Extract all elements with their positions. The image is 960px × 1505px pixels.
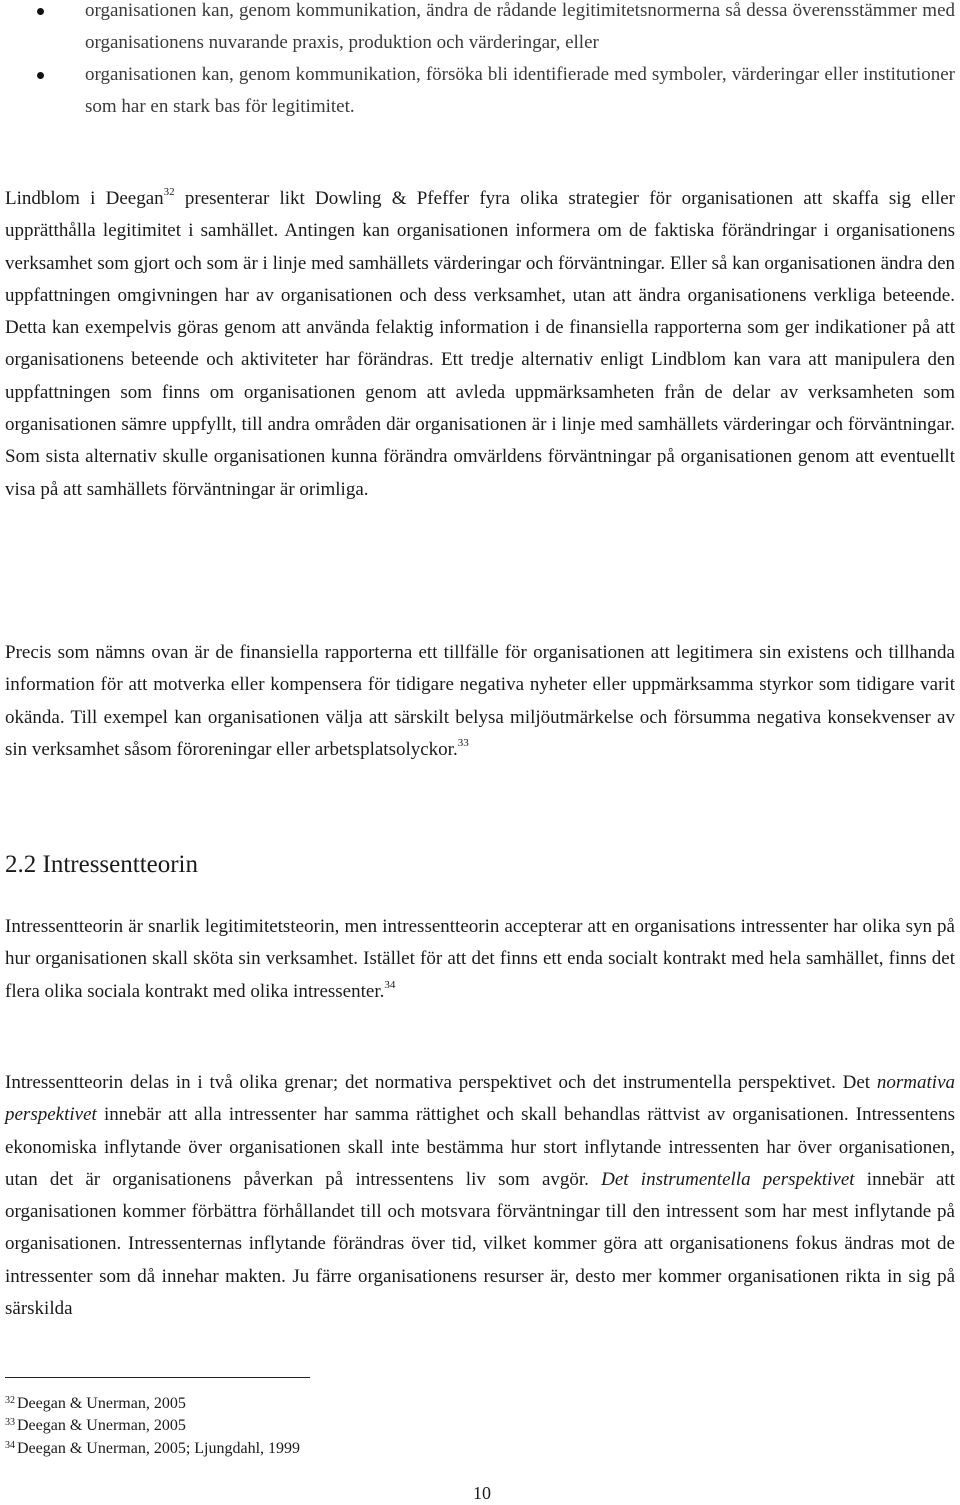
- footnote-text: Deegan & Unerman, 2005: [17, 1417, 186, 1435]
- bullet-item: [5, 59, 955, 123]
- footnote-ref: 34: [384, 978, 396, 991]
- bullet-text: organisationen kan, genom kommunikation, försöka bli identifierade med symboler, värderingar eller institutioner som har en stark bas för legitimitet.: [85, 64, 955, 117]
- footnote-number: 34: [5, 1439, 15, 1451]
- footnote-number: 33: [5, 1417, 15, 1429]
- footnote-text: Deegan & Unerman, 2005: [17, 1395, 186, 1412]
- paragraph-lindblom-strategies: [5, 183, 955, 506]
- bullet-item: [5, 0, 955, 59]
- section-heading: 2.2 Intressentteorin: [5, 851, 199, 878]
- footnote-divider: [5, 1377, 310, 1378]
- bullet-text: organisationen kan, genom kommunikation, ändra de rådande legitimitetsnormerna så dessa överensstämmer med organisationens nuvarande praxis, produktion och värderingar, eller: [85, 0, 955, 53]
- paragraph-text: Precis som nämns ovan är de finansiella rapporterna ett tillfälle för organisationen att legitimera sin existens och tillhanda information för att motverka eller kompensera för tidigare negativa nyheter eller uppmärksamma styrkor som tidigare varit okända. Till exempel kan organisationen välja att särskilt belysa miljöutmärkelse och försumma negativa konsekvenser av sin verksamhet såsom föroreningar eller arbetsplatsolyckor.: [5, 642, 955, 760]
- footnotes: [5, 1393, 300, 1460]
- emphasis-instrumental: Det instrumentella perspektivet: [601, 1168, 855, 1190]
- emphasis-normative: normativa perspektivet: [5, 1072, 955, 1126]
- paragraph-text: Intressentteorin är snarlik legitimitetsteorin, men intressentteorin accepterar att en organisations intressenter har olika syn på hur organisationen skall sköta sin verksamhet. Istället för att det finns ett enda socialt kontrakt med hela samhället, finns det flera olika sociala kontrakt med olika intressenter.: [5, 916, 955, 1002]
- paragraph-stakeholder-theory: [5, 911, 955, 1008]
- paragraph-stakeholder-branches: [5, 1067, 955, 1325]
- bullet-icon: [37, 72, 44, 79]
- paragraph-text: presenterar likt Dowling & Pfeffer fyra olika strategier för organisationen att skaffa sig eller upprätthålla legitimitet i samhället. Antingen kan organisationen informera om de faktiska förändringar i organisationens verksamhet som gjort och som är i linje med samhällets värderingar och förväntningar. Eller så kan organisationen ändra den uppfattningen omgivningen har av organisationen och dess verksamhet, utan att ändra organisationens verkliga beteende. Detta kan exempelvis göras genom att använda felaktig information i de finansiella rapporterna som ger indikationer på att organisationens beteende och aktiviteter har förändras. Ett tredje alternativ enligt Lindblom kan vara att manipulera den uppfattningen som finns om organisationen genom att avleda uppmärksamheten från de delar av verksamheten som organisationen sämre uppfyllt, till andra områden där organisationen är i linje med samhällets värderingar och förväntningar. Som sista alternativ skulle organisationen kunna förändra omvärldens förväntningar på organisationen genom att eventuellt visa på att samhällets förväntningar är orimliga.: [5, 188, 955, 500]
- paragraph-financial-reports: [5, 637, 955, 766]
- bullet-list: [5, 0, 955, 123]
- footnote: [5, 1393, 300, 1415]
- paragraph-text: innebär att organisationen kommer förbättra förhållandet till och motsvara förväntningar till den intressent som har mest inflytande på organisationen. Intressenternas inflytande förändras över tid, vilket kommer göra att organisationens fokus ändras mot de intressenter som då innehar makten. Ju färre organisationens resurser är, desto mer kommer organisationen rikta in sig på särskilda: [5, 1168, 955, 1320]
- footnote: [5, 1415, 300, 1437]
- paragraph-text: Lindblom i Deegan: [5, 188, 164, 209]
- paragraph-text: innebär att alla intressenter har samma rättighet och skall behandlas rättvist av organisationen. Intressentens ekonomiska inflytande över organisationen skall inte bestämma hur stort inflytande intressenten har över organisationen, utan det är organisationens påverkan på intressentens liv som avgör.: [5, 1104, 955, 1190]
- footnote-ref: 33: [457, 736, 469, 749]
- footnote-ref: 32: [163, 186, 175, 198]
- paragraph-text: Intressentteorin delas in i två olika grenar; det normativa perspektivet och det instrumentella perspektivet. Det: [5, 1072, 877, 1093]
- page-number: 10: [473, 1483, 491, 1503]
- bullet-icon: [37, 8, 44, 15]
- footnote: [5, 1438, 300, 1460]
- footnote-number: 32: [5, 1395, 15, 1406]
- footnote-text: Deegan & Unerman, 2005; Ljungdahl, 1999: [17, 1439, 301, 1457]
